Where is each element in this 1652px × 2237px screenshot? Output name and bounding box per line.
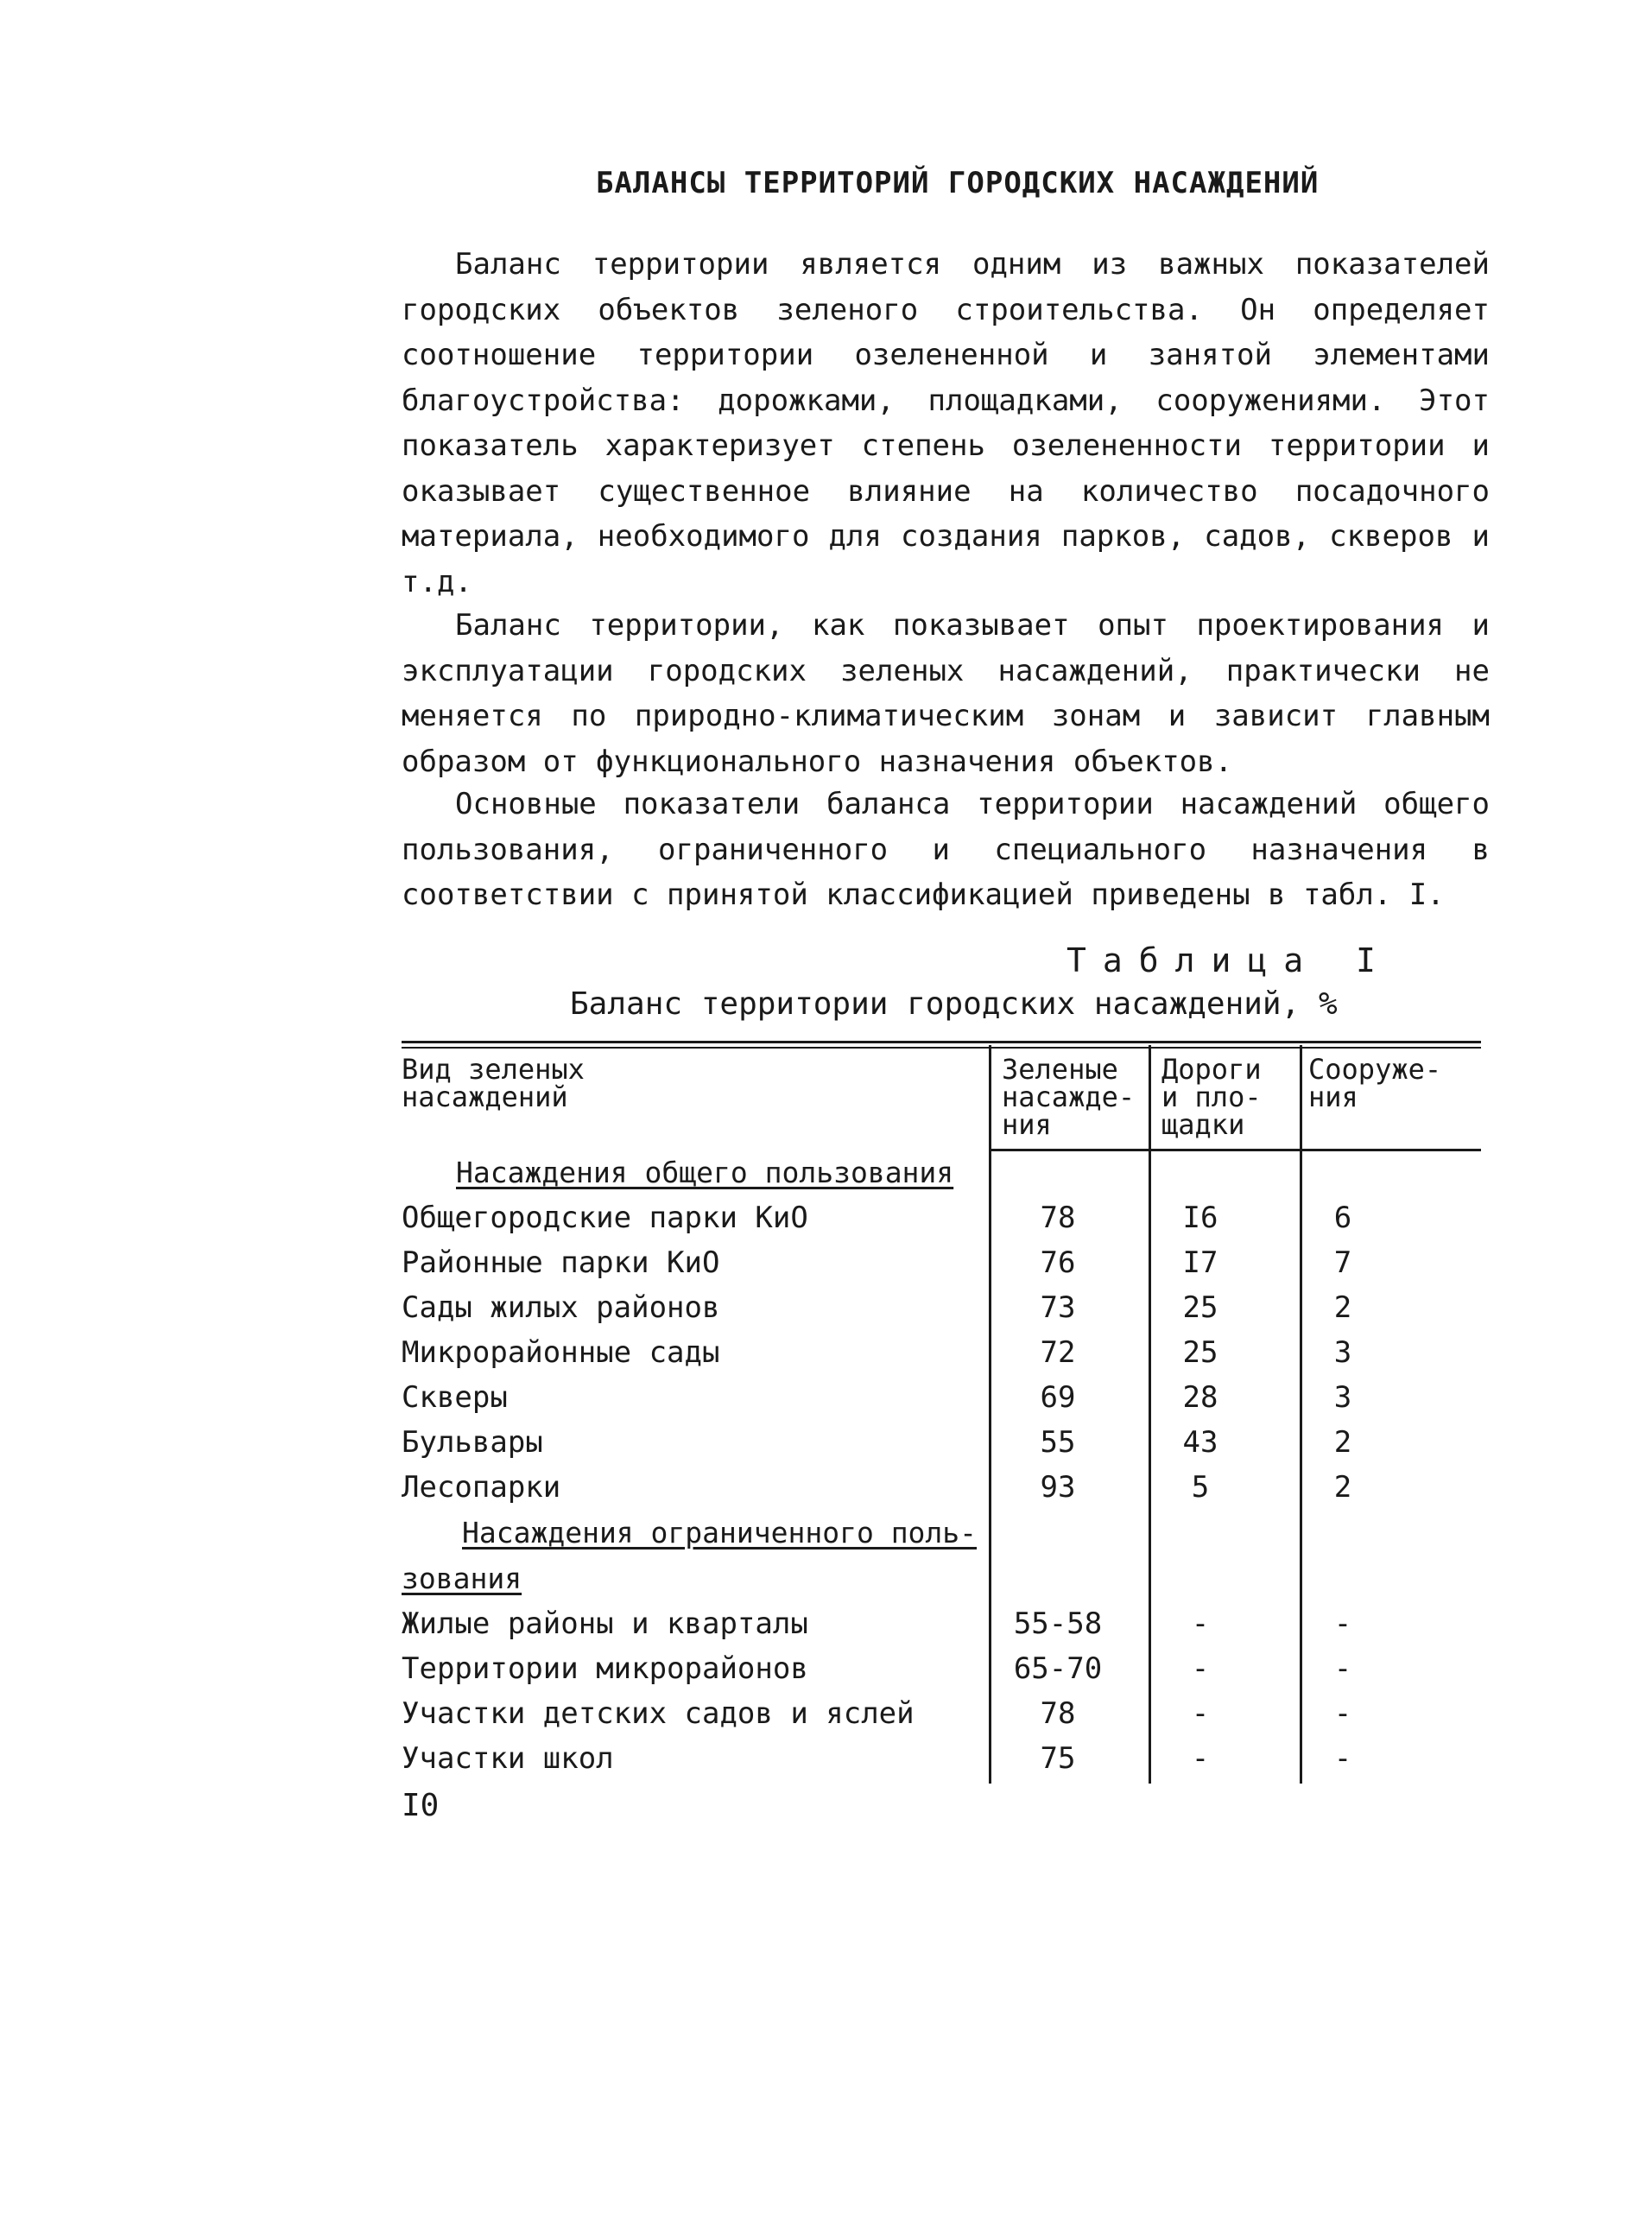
row-green: 78 — [1040, 1696, 1076, 1731]
table-label: Таблица I — [1067, 941, 1392, 979]
paragraph-3: Основные показатели баланса территории насаждений общего пользования, ограниченного и специального назначения в соответствии с принятой классификацией приведены в табл. I. — [402, 787, 1490, 912]
row-name: Микрорайонные сады — [402, 1335, 720, 1370]
row-green: 76 — [1040, 1245, 1076, 1280]
row-roads: - — [1191, 1606, 1210, 1641]
row-name: Территории микрорайонов — [402, 1651, 808, 1686]
row-green: 73 — [1040, 1290, 1076, 1325]
row-green: 72 — [1040, 1335, 1076, 1370]
row-buildings: 3 — [1333, 1335, 1352, 1370]
row-name: Жилые районы и кварталы — [402, 1606, 808, 1641]
row-green: 55-58 — [1013, 1606, 1103, 1641]
row-buildings: - — [1333, 1651, 1352, 1686]
row-green: 75 — [1040, 1741, 1076, 1776]
table-row — [402, 1380, 1481, 1425]
table-row — [402, 1335, 1481, 1380]
row-buildings: 7 — [1333, 1245, 1352, 1280]
table-top-rule — [402, 1041, 1481, 1043]
row-green: 93 — [1040, 1470, 1076, 1505]
row-name: Лесопарки — [402, 1470, 561, 1505]
row-green: 78 — [1040, 1201, 1076, 1235]
section-title-public: Насаждения общего пользования — [456, 1156, 954, 1189]
table-row — [402, 1245, 1481, 1290]
table-top-rule-2 — [402, 1047, 1481, 1049]
paragraph-2: Баланс территории, как показывает опыт проектирования и эксплуатации городских зеленых насаждений, практически не меняется по природно-климатическим зонам и зависит главным образом от функционального назначения объектов. — [402, 608, 1490, 779]
row-roads: I6 — [1182, 1201, 1218, 1235]
row-buildings: - — [1333, 1741, 1352, 1776]
row-roads: 25 — [1182, 1290, 1218, 1325]
row-buildings: 2 — [1333, 1425, 1352, 1460]
row-green: 69 — [1040, 1380, 1076, 1415]
table-row — [402, 1696, 1481, 1741]
row-roads: 28 — [1182, 1380, 1218, 1415]
row-name: Районные парки КиО — [402, 1245, 720, 1280]
table-row — [402, 1651, 1481, 1696]
page-number: I0 — [402, 1788, 440, 1823]
row-name: Бульвары — [402, 1425, 543, 1460]
row-roads: 5 — [1191, 1470, 1210, 1505]
row-buildings: 2 — [1333, 1470, 1352, 1505]
row-roads: - — [1191, 1651, 1210, 1686]
row-name: Участки школ — [402, 1741, 614, 1776]
row-roads: 25 — [1182, 1335, 1218, 1370]
header-roads: Дороги и пло- щадки — [1161, 1053, 1262, 1141]
table-row — [402, 1425, 1481, 1470]
table-row — [402, 1470, 1481, 1515]
header-kind: Вид зеленых насаждений — [402, 1053, 585, 1113]
table-row — [402, 1741, 1481, 1786]
row-buildings: - — [1333, 1606, 1352, 1641]
row-buildings: 6 — [1333, 1201, 1352, 1235]
row-green: 65-70 — [1013, 1651, 1103, 1686]
table-header-rule — [989, 1149, 1481, 1151]
row-roads: - — [1191, 1696, 1210, 1731]
row-buildings: - — [1333, 1696, 1352, 1731]
row-name: Сады жилых районов — [402, 1290, 720, 1325]
row-roads: I7 — [1182, 1245, 1218, 1280]
row-buildings: 3 — [1333, 1380, 1352, 1415]
table-caption: Баланс территории городских насаждений, % — [570, 986, 1338, 1022]
row-name: Скверы — [402, 1380, 508, 1415]
page-title: БАЛАНСЫ ТЕРРИТОРИЙ ГОРОДСКИХ НАСАЖДЕНИЙ — [596, 166, 1320, 200]
header-buildings: Сооруже- ния — [1308, 1053, 1442, 1113]
section-title-restricted-line1: Насаждения ограниченного поль- — [462, 1516, 978, 1549]
row-name: Участки детских садов и яслей — [402, 1696, 915, 1731]
table-row — [402, 1290, 1481, 1335]
row-name: Общегородские парки КиО — [402, 1201, 808, 1235]
table-row — [402, 1201, 1481, 1245]
paragraph-1: Баланс территории является одним из важных показателей городских объектов зеленого строительства. Он определяет соотношение территории озелененной и занятой элементами благоустройства: дорожками, площадками, сооружениями. Этот показатель характеризует степень озелененности территории и оказывает существенное влияние на количество посадочного материала, необходимого для создания парков, садов, скверов и т.д. — [402, 247, 1490, 599]
row-roads: 43 — [1182, 1425, 1218, 1460]
section-title-restricted-line2: зования — [402, 1562, 522, 1595]
row-roads: - — [1191, 1741, 1210, 1776]
row-buildings: 2 — [1333, 1290, 1352, 1325]
header-green: Зеленые насажде- ния — [1002, 1053, 1136, 1141]
table-row — [402, 1606, 1481, 1651]
row-green: 55 — [1040, 1425, 1076, 1460]
